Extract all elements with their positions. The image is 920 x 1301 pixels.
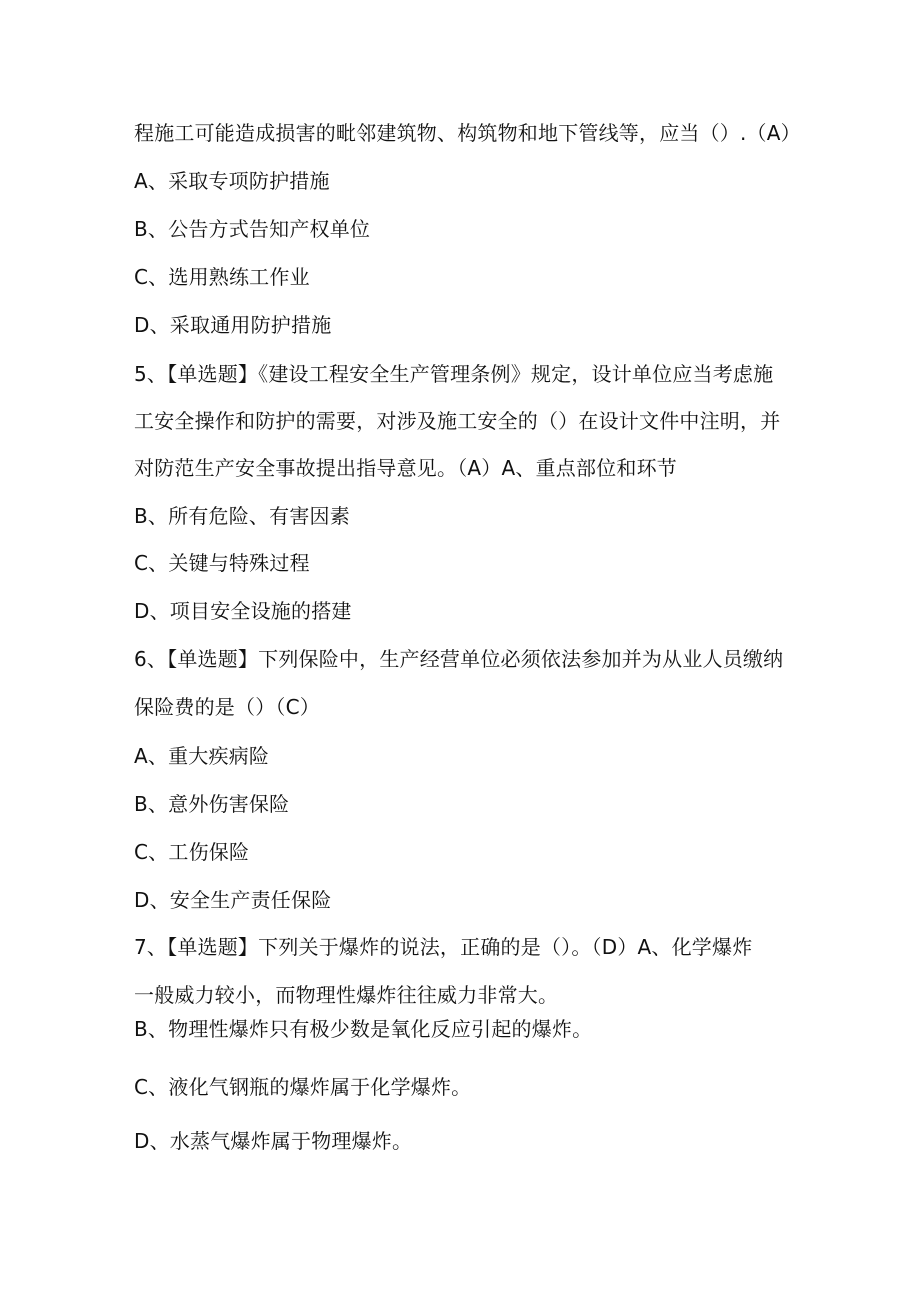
question-4-option-c: C、选用熟练工作业 (134, 265, 310, 289)
question-7-option-b: B、物理性爆炸只有极少数是氧化反应引起的爆炸。 (134, 1017, 593, 1041)
question-4-option-a: A、采取专项防护措施 (134, 169, 330, 193)
question-5-stem-line-2: 工安全操作和防护的需要，对涉及施工安全的（）在设计文件中注明，并 (134, 409, 781, 433)
question-6-stem-line-2: 保险费的是（）（C） (134, 695, 320, 719)
question-6-option-a: A、重大疾病险 (134, 744, 270, 768)
question-7-option-d: D、水蒸气爆炸属于物理爆炸。 (134, 1129, 413, 1153)
question-7-stem-line-2: 一般威力较小，而物理性爆炸往往威力非常大。 (134, 983, 559, 1007)
question-5-stem-line-1: 5、【单选题】《建设工程安全生产管理条例》规定，设计单位应当考虑施 (134, 362, 774, 386)
question-6-option-b: B、意外伤害保险 (134, 792, 290, 816)
question-5-option-b: B、所有危险、有害因素 (134, 504, 350, 528)
question-7-option-c: C、液化气钢瓶的爆炸属于化学爆炸。 (134, 1075, 472, 1099)
question-6-option-d: D、安全生产责任保险 (134, 888, 332, 912)
question-6-stem-line-1: 6、【单选题】下列保险中，生产经营单位必须依法参加并为从业人员缴纳 (134, 647, 784, 671)
question-4-stem-continuation: 程施工可能造成损害的毗邻建筑物、构筑物和地下管线等，应当（）.（A） (134, 121, 801, 145)
question-5-stem-line-3: 对防范生产安全事故提出指导意见。（A）A、重点部位和环节 (134, 456, 677, 480)
question-5-option-d: D、项目安全设施的搭建 (134, 599, 352, 623)
question-5-option-c: C、关键与特殊过程 (134, 551, 310, 575)
question-6-option-c: C、工伤保险 (134, 840, 250, 864)
question-4-option-b: B、公告方式告知产权单位 (134, 217, 371, 241)
question-4-option-d: D、采取通用防护措施 (134, 313, 332, 337)
question-7-stem-line-1: 7、【单选题】下列关于爆炸的说法，正确的是（）。（D）A、化学爆炸 (134, 935, 753, 959)
